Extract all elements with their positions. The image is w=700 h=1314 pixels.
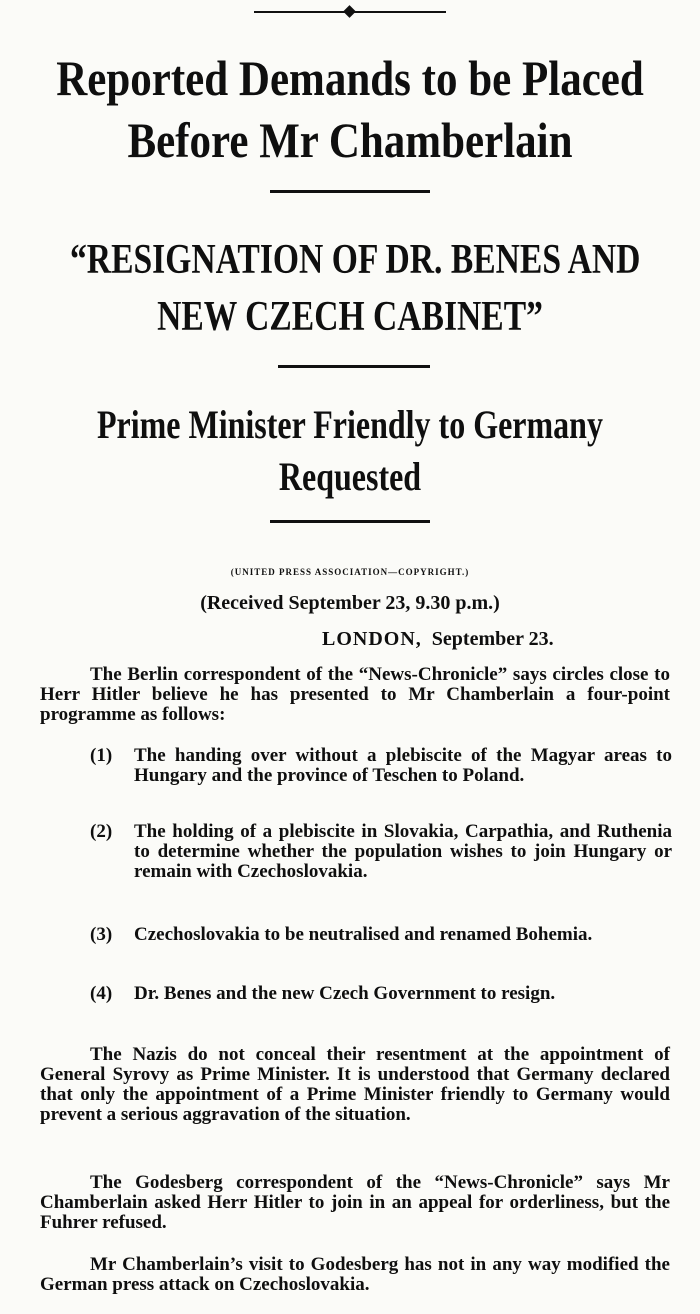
headline-tertiary-line2: Requested — [278, 454, 422, 499]
headline-main-line2: Before Mr Chamberlain — [127, 112, 573, 168]
list-item-number: (2) — [90, 821, 113, 842]
body-paragraph: The Godesberg correspondent of the “News-Chronicle” says Mr Chamberlain asked Herr Hitler to join in an appeal for orderliness, but the Fuhrer refused. — [40, 1172, 670, 1233]
headline-main-line1: Reported Demands to be Placed — [56, 50, 644, 106]
dateline — [322, 628, 554, 651]
list-item — [90, 822, 672, 882]
list-item-text: Czechoslovakia to be neutralised and renamed Bohemia. — [134, 924, 593, 945]
headline-secondary-line1: “RESIGNATION OF DR. BENES AND — [70, 237, 641, 283]
ornament-rule — [254, 6, 446, 18]
list-item-number: (1) — [90, 745, 113, 766]
divider-rule — [270, 520, 430, 523]
received-line: (Received September 23, 9.30 p.m.) — [200, 592, 500, 614]
list-item-text: The handing over without a plebiscite of the Magyar areas to Hungary and the province of Teschen to Poland. — [134, 745, 672, 786]
headline-tertiary-line1: Prime Minister Friendly to Germany — [97, 402, 603, 447]
divider-rule — [278, 365, 430, 368]
body-paragraph: Mr Chamberlain’s visit to Godesberg has not in any way modified the German press attack on Czechoslovakia. — [40, 1254, 670, 1295]
dateline-date: September 23. — [431, 628, 554, 650]
list-item-number: (3) — [90, 924, 113, 945]
divider-rule — [270, 190, 430, 193]
dateline-place: LONDON, — [322, 628, 422, 650]
diamond-icon — [343, 5, 356, 18]
list-item — [90, 984, 672, 1004]
list-item-number: (4) — [90, 983, 113, 1004]
list-item-text: The holding of a plebiscite in Slovakia, Carpathia, and Ruthenia to determine whether the population wishes to join Hungary or remain with Czechoslovakia. — [134, 821, 672, 882]
body-paragraph: The Nazis do not conceal their resentment at the appointment of General Syrovy as Prime Minister. It is understood that Germany declared that only the appointment of a Prime Minister friendly to Germany would prevent a serious aggravation of the situation. — [40, 1044, 670, 1125]
credit-line: (UNITED PRESS ASSOCIATION—COPYRIGHT.) — [230, 567, 470, 577]
list-item-text: Dr. Benes and the new Czech Government to resign. — [134, 983, 556, 1004]
headline-secondary-line2: NEW CZECH CABINET” — [157, 294, 543, 340]
intro-paragraph: The Berlin correspondent of the “News-Chronicle” says circles close to Herr Hitler believe he has presented to Mr Chamberlain a four-point programme as follows: — [40, 664, 670, 725]
list-item — [90, 925, 672, 945]
list-item — [90, 746, 672, 786]
